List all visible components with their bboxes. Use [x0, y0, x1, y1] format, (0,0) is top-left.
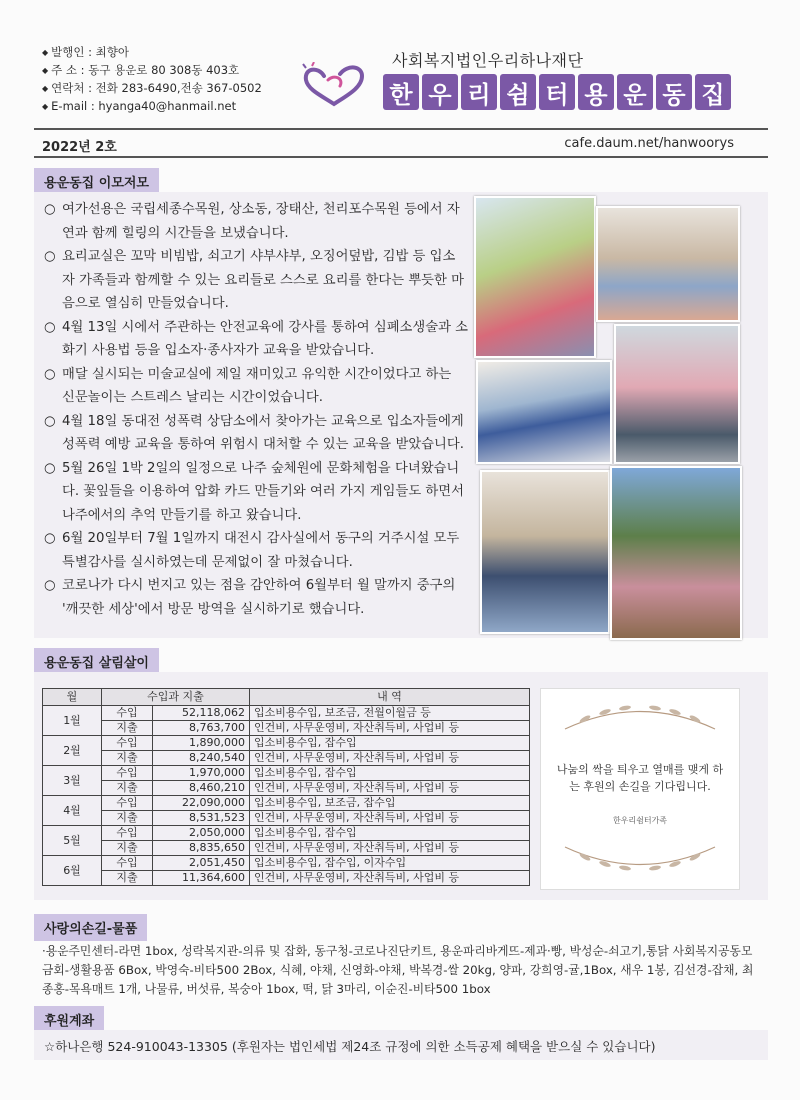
- news-list: [44, 198, 468, 621]
- table-row: [43, 706, 530, 721]
- org-name: 사회복지법인우리하나재단: [392, 51, 584, 70]
- kind-cell: 수입: [102, 796, 153, 811]
- news-item: ○ 요리교실은 꼬막 비빔밥, 쇠고기 샤부샤부, 오징어덮밥, 김밥 등 입소자 가족들과 함께할 수 있는 요리들로 스스로 요리를 한다는 뿌듯한 마음으로 열심히 만들었습니다.: [44, 245, 468, 316]
- amount-cell: 52,118,062: [153, 706, 250, 721]
- finance-table: [42, 688, 530, 886]
- amount-cell: 8,763,700: [153, 721, 250, 736]
- donation-card: [540, 688, 740, 890]
- month-cell: 5월: [43, 826, 102, 856]
- amount-cell: 8,835,650: [153, 841, 250, 856]
- title-char: 운: [617, 74, 653, 110]
- detail-cell: 인건비, 사무운영비, 자산취득비, 사업비 등: [250, 781, 530, 796]
- detail-cell: 인건비, 사무운영비, 자산취득비, 사업비 등: [250, 841, 530, 856]
- amount-cell: 8,240,540: [153, 751, 250, 766]
- table-row: [43, 856, 530, 871]
- news-item: ○ 5월 26일 1박 2일의 일정으로 나주 숲체원에 문화체험을 다녀왔습니다. 꽃잎들을 이용하여 압화 카드 만들기와 여러 가지 게임들도 하면서 나주에서의 추억 만들기를 하고 왔습니다.: [44, 457, 468, 528]
- amount-cell: 8,531,523: [153, 811, 250, 826]
- title-char: 우: [422, 74, 458, 110]
- kind-cell: 지출: [102, 781, 153, 796]
- photo-resident-card: [614, 324, 740, 464]
- detail-cell: 인건비, 사무운영비, 자산취득비, 사업비 등: [250, 751, 530, 766]
- olive-branch-top-icon: [555, 699, 725, 739]
- amount-cell: 11,364,600: [153, 871, 250, 886]
- publisher-email: ◆ E-mail : hyanga40@hanmail.net: [42, 98, 262, 116]
- cafe-link[interactable]: cafe.daum.net/hanwoorys: [564, 136, 734, 151]
- amount-cell: 1,970,000: [153, 766, 250, 781]
- detail-cell: 입소비용수입, 잡수입: [250, 766, 530, 781]
- newsletter-title: [383, 74, 731, 110]
- month-cell: 6월: [43, 856, 102, 886]
- amount-cell: 22,090,000: [153, 796, 250, 811]
- title-char: 터: [539, 74, 575, 110]
- table-row: [43, 766, 530, 781]
- news-item: ○ 매달 실시되는 미술교실에 제일 재미있고 유익한 시간이었다고 하는 신문놀이는 스트레스 날리는 시간이었습니다.: [44, 363, 468, 410]
- header-rule-top: [34, 128, 768, 130]
- amount-cell: 8,460,210: [153, 781, 250, 796]
- photo-cooking-class: [596, 206, 740, 322]
- header-rule-bottom: [34, 156, 768, 158]
- gifts-text: ·용운주민센터-라면 1box, 성락복지관-의류 및 잡화, 동구청-코로나진단키트, 용운파리바게뜨-제과·빵, 박성순-쇠고기,통닭 사회복지공동모금회-생활용품 6Box, 박영숙-비타500 2Box, 식혜, 야채, 신영화-야채, 박복경-쌀 20kg, 양파, 강희영-귤,1Box, 새우 1봉, 김선경-잡채, 최종홍-목욕매트 1개, 나물류, 버섯류, 복숭아 1box, 떡, 닭 3마리, 이순진-비타500 1box: [42, 944, 754, 996]
- publisher-issuer: ◆ 발행인 : 최향아: [42, 44, 262, 62]
- publisher-info: [42, 44, 262, 116]
- detail-cell: 인건비, 사무운영비, 자산취득비, 사업비 등: [250, 811, 530, 826]
- heart-logo-icon: [300, 62, 372, 108]
- kind-cell: 수입: [102, 766, 153, 781]
- kind-cell: 지출: [102, 811, 153, 826]
- table-row: [43, 871, 530, 886]
- news-item: ○ 6월 20일부터 7월 1일까지 대전시 감사실에서 동구의 거주시설 모두 특별감사를 실시하였는데 문제없이 잘 마쳤습니다.: [44, 527, 468, 574]
- title-char: 용: [578, 74, 614, 110]
- photo-arboretum: [474, 196, 596, 358]
- photo-newspaper-play: [476, 360, 612, 464]
- month-cell: 3월: [43, 766, 102, 796]
- title-char: 한: [383, 74, 419, 110]
- title-char: 쉼: [500, 74, 536, 110]
- donation-card-text: 나눔의 싹을 틔우고 열매를 맺게 하는 후원의 손길을 기다립니다.: [556, 763, 724, 793]
- news-item: ○ 코로나가 다시 번지고 있는 점을 감안하여 6월부터 월 말까지 중구의 '깨끗한 세상'에서 방문 방역을 실시하기로 했습니다.: [44, 574, 468, 621]
- news-item: ○ 4월 18일 동대전 성폭력 상담소에서 찾아가는 교육으로 입소자들에게 성폭력 예방 교육을 통하여 위험시 대처할 수 있는 교육을 받았습니다.: [44, 410, 468, 457]
- account-text: ☆하나은행 524-910043-13305 (후원자는 법인세법 제24조 규정에 의한 소득공제 혜택을 받으실 수 있습니다): [44, 1039, 656, 1054]
- month-cell: 1월: [43, 706, 102, 736]
- news-item: ○ 4월 13일 시에서 주관하는 안전교육에 강사를 통하여 심폐소생술과 소화기 사용법 등을 입소자·종사자가 교육을 받았습니다.: [44, 316, 468, 363]
- issue-number: 2022년 2호: [42, 140, 117, 155]
- section-heading-finance: 용운동집 살림살이: [34, 648, 159, 675]
- title-char: 동: [656, 74, 692, 110]
- detail-cell: 입소비용수입, 잡수입: [250, 736, 530, 751]
- table-row: [43, 721, 530, 736]
- month-cell: 4월: [43, 796, 102, 826]
- detail-cell: 입소비용수입, 보조금, 전월이월금 등: [250, 706, 530, 721]
- table-row: [43, 826, 530, 841]
- photo-forest-trip: [610, 466, 742, 640]
- section-heading-gifts: 사랑의손길-물품: [34, 914, 147, 941]
- detail-cell: 입소비용수입, 보조금, 잡수입: [250, 796, 530, 811]
- kind-cell: 수입: [102, 706, 153, 721]
- amount-cell: 2,051,450: [153, 856, 250, 871]
- kind-cell: 지출: [102, 841, 153, 856]
- amount-cell: 1,890,000: [153, 736, 250, 751]
- publisher-address: ◆ 주 소 : 동구 용운로 80 308동 403호: [42, 62, 262, 80]
- donation-card-sign: 한우리쉼터가족: [612, 816, 668, 825]
- publisher-contact: ◆ 연락처 : 전화 283-6490,전송 367-0502: [42, 80, 262, 98]
- title-char: 집: [695, 74, 731, 110]
- amount-cell: 2,050,000: [153, 826, 250, 841]
- photo-cpr-training: [480, 470, 610, 634]
- col-detail: 내 역: [250, 689, 530, 706]
- detail-cell: 인건비, 사무운영비, 자산취득비, 사업비 등: [250, 721, 530, 736]
- table-row: [43, 811, 530, 826]
- kind-cell: 지출: [102, 751, 153, 766]
- kind-cell: 지출: [102, 871, 153, 886]
- kind-cell: 수입: [102, 856, 153, 871]
- kind-cell: 수입: [102, 736, 153, 751]
- section-heading-account: 후원계좌: [34, 1006, 104, 1033]
- table-row: [43, 751, 530, 766]
- table-row: [43, 841, 530, 856]
- section-heading-news: 용운동집 이모저모: [34, 168, 159, 195]
- col-amount: 수입과 지출: [102, 689, 250, 706]
- title-char: 리: [461, 74, 497, 110]
- detail-cell: 입소비용수입, 잡수입, 이자수입: [250, 856, 530, 871]
- detail-cell: 인건비, 사무운영비, 자산취득비, 사업비 등: [250, 871, 530, 886]
- table-row: [43, 781, 530, 796]
- detail-cell: 입소비용수입, 잡수입: [250, 826, 530, 841]
- kind-cell: 지출: [102, 721, 153, 736]
- month-cell: 2월: [43, 736, 102, 766]
- olive-branch-bottom-icon: [555, 837, 725, 877]
- table-row: [43, 796, 530, 811]
- finance-table-header: [43, 689, 530, 706]
- col-month: 월: [43, 689, 102, 706]
- table-row: [43, 736, 530, 751]
- kind-cell: 수입: [102, 826, 153, 841]
- news-item: ○ 여가선용은 국립세종수목원, 상소동, 장태산, 천리포수목원 등에서 자연과 함께 힐링의 시간들을 보냈습니다.: [44, 198, 468, 245]
